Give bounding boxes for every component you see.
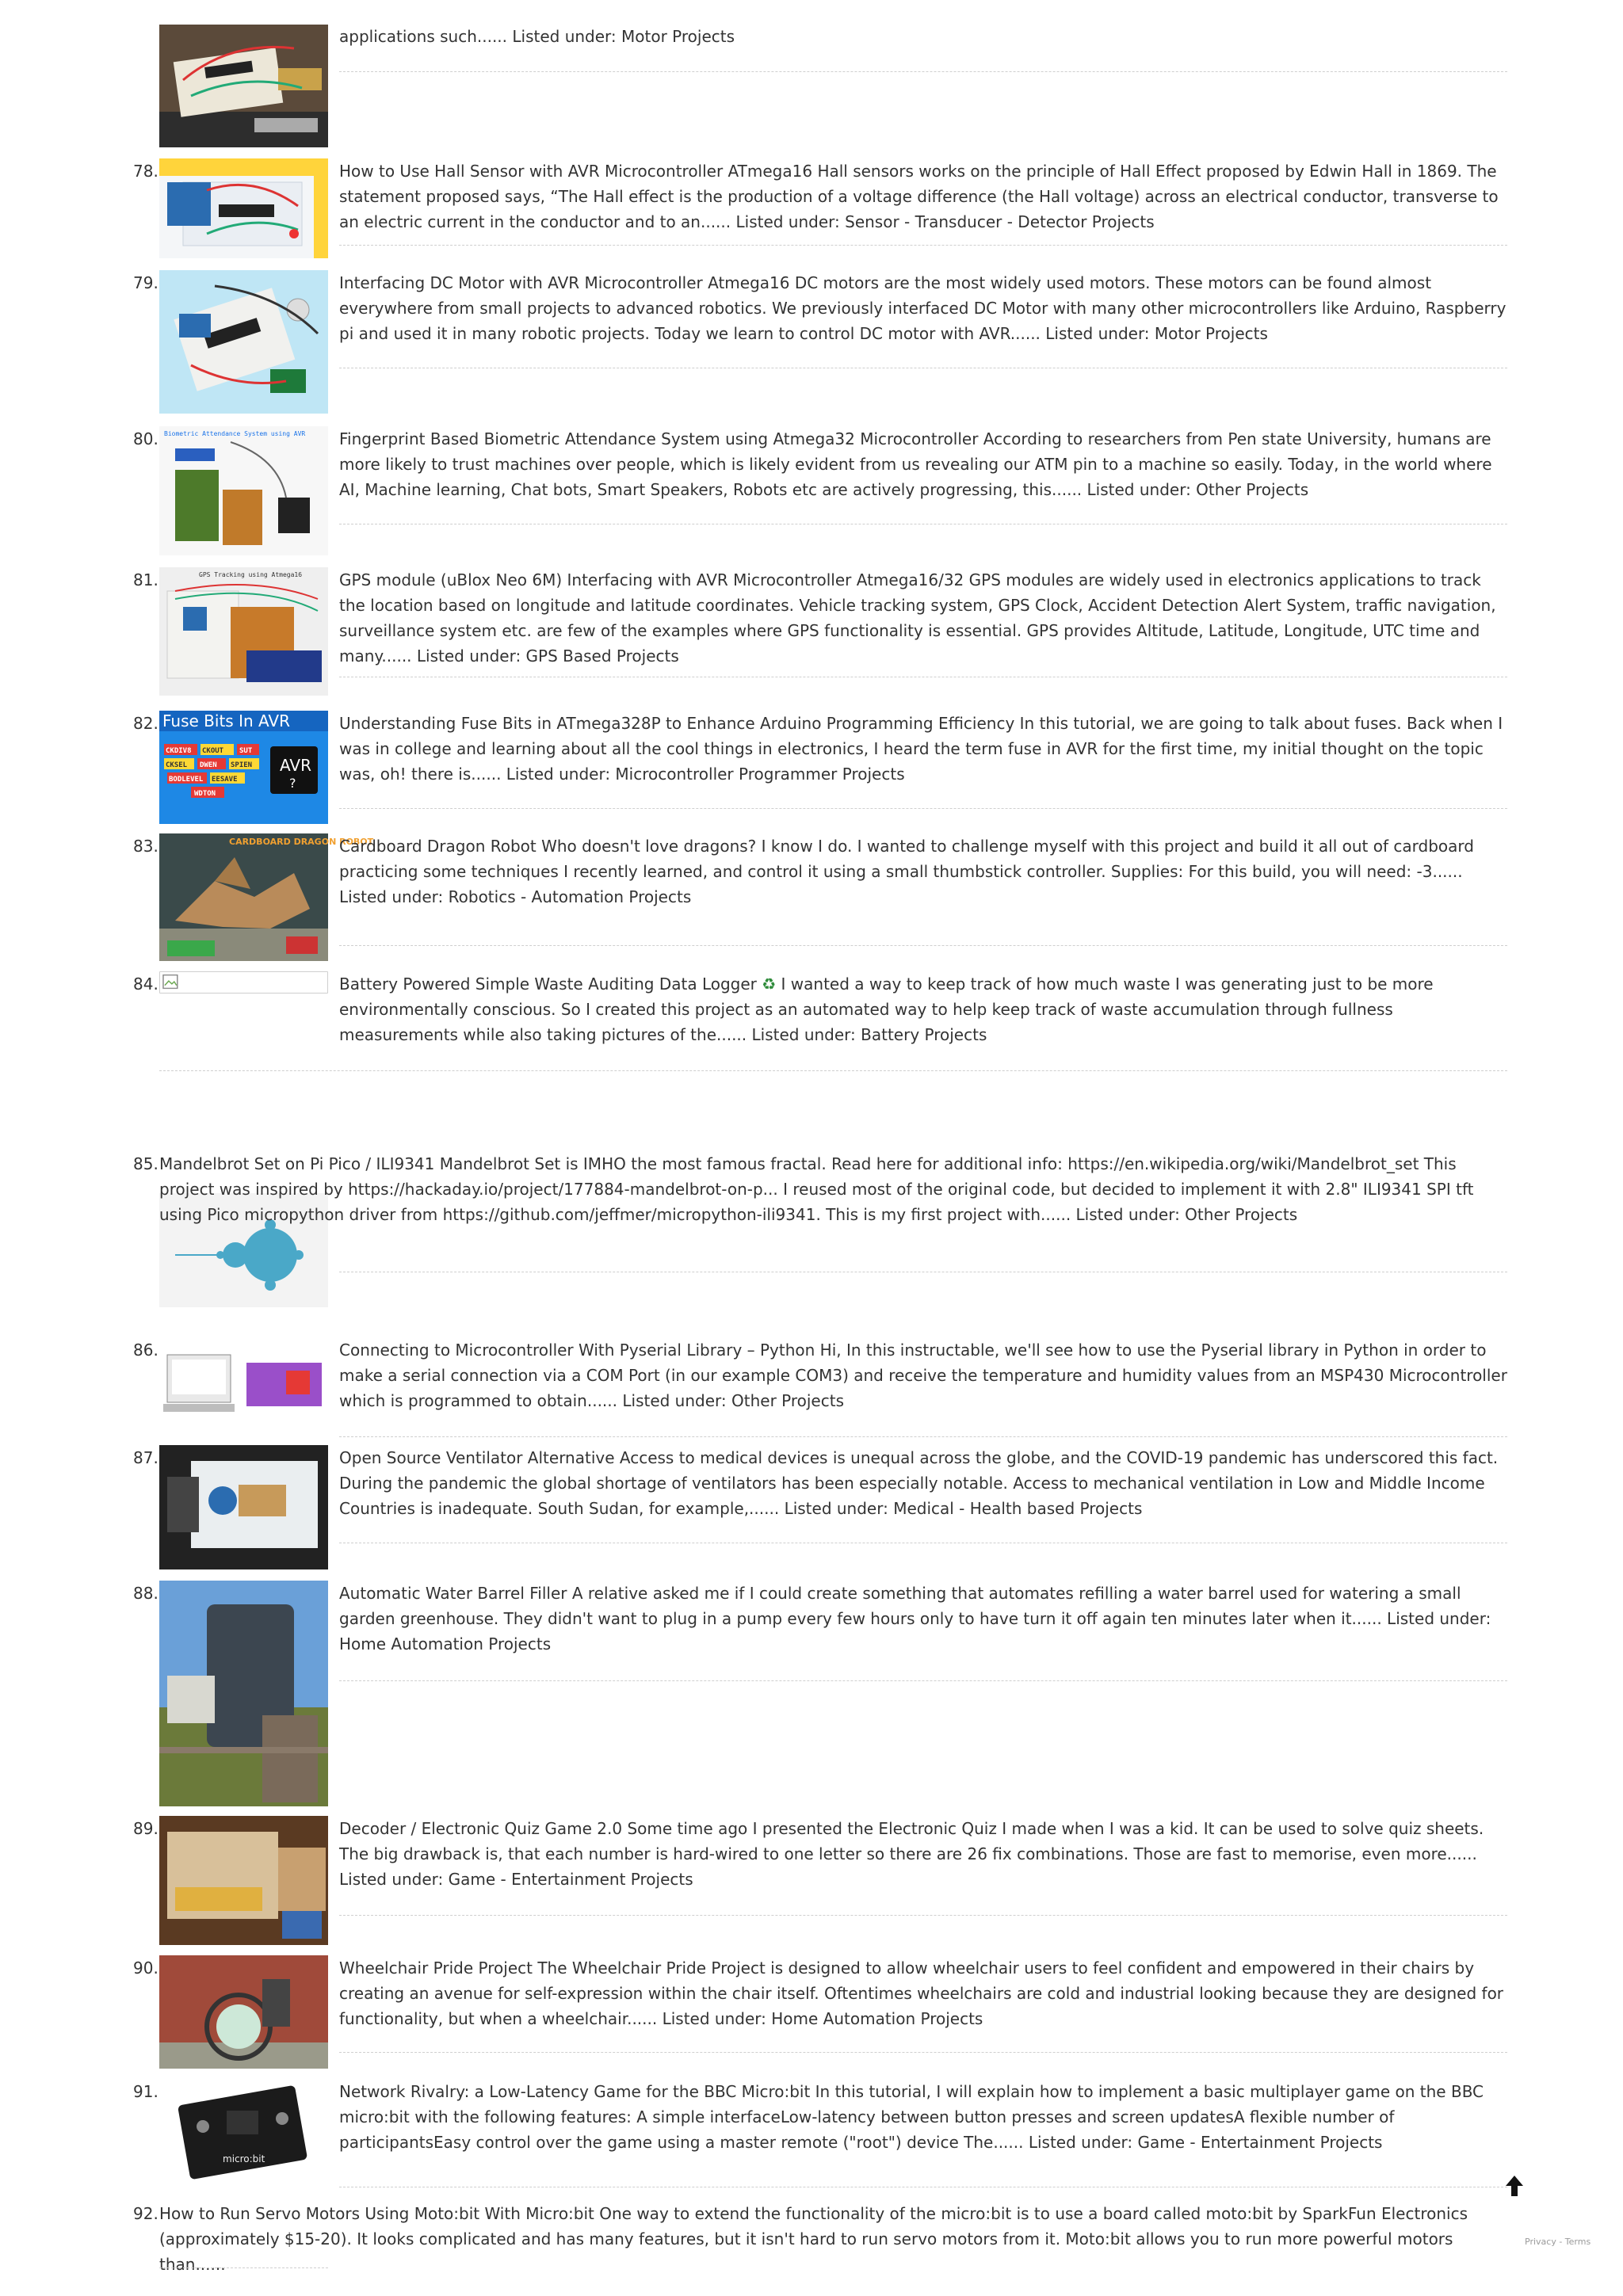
- item-description: Understanding Fuse Bits in ATmega328P to Enhance Arduino Programming Efficiency In this tutorial, we are going to talk about fuses. Back when I was in college and learning about all the cool things in electronics, I heard the term fuse in AVR for the first time, my initial thought on the topic was, oh! there is...... Listed under: Microcontroller Programmer Projects: [339, 714, 1503, 784]
- fuse-tag: SPIEN: [231, 761, 253, 769]
- item-description: Fingerprint Based Biometric Attendance System using Atmega32 Microcontroller According to researchers from Pen state University, humans are more likely to trust machines over people, which is likely evident from us revealing our ATM pin to a machine so easily. Today, in the world where AI, Machine learning, Chat bots, Smart Speakers, Robots etc are actively progressing, this...... Listed under: Other Projects: [339, 429, 1492, 499]
- recycle-icon: ♻: [762, 974, 777, 994]
- chip-label: AVR: [280, 756, 311, 775]
- item-number: 80.: [133, 429, 158, 448]
- arrow-up-icon: [1504, 2174, 1525, 2198]
- item-number: 84.: [133, 974, 158, 994]
- microbit-photo: [159, 2079, 328, 2182]
- item-description: Network Rivalry: a Low-Latency Game for the BBC Micro:bit In this tutorial, I will explain how to implement a basic multiplayer game on the BBC micro:bit with the following features: A simple interfaceLow-latency between button presses and screen updatesA flexible number of participantsEasy control over the game using a master remote ("root") device The...... Listed under: Game - Entertainment Projects: [339, 2082, 1484, 2152]
- item-description: Interfacing DC Motor with AVR Microcontroller Atmega16 DC motors are the most widely used motors. These motors can be found almost everywhere from small projects to advanced robotics. We previously interfaced DC Motor with many other microcontrollers like Arduino, Raspberry pi and used it in many robotic projects. Today we learn to control DC motor with AVR...... Listed under: Motor Projects: [339, 273, 1507, 343]
- item-description: [339, 971, 1508, 1047]
- project-thumbnail[interactable]: [159, 833, 374, 961]
- item-description: GPS module (uBlox Neo 6M) Interfacing with AVR Microcontroller Atmega16/32 GPS modules are widely used in electronics applications to track the location based on longitude and latitude coordinates. Vehicle tracking system, GPS Clock, Accident Detection Alert System, traffic navigation, surveillance system etc. are few of the examples where GPS functionality is essential. GPS provides Altitude, Latitude, Longitude, UTC time and many...... Listed under: GPS Based Projects: [339, 570, 1496, 666]
- hall-sensor-photo: [159, 158, 328, 258]
- fuse-tag: CKOUT: [202, 747, 224, 755]
- fuse-bits-photo: [159, 711, 328, 824]
- broken-image-icon: [160, 972, 327, 993]
- divider: [339, 71, 1507, 72]
- item-title-text: Battery Powered Simple Waste Auditing Data Logger: [339, 974, 762, 994]
- item-description: Wheelchair Pride Project The Wheelchair Pride Project is designed to allow wheelchair users to feel confident and empowered in their chairs by creating an avenue for self-expression within the chair itself. Oftentimes wheelchairs are cold and industrial looking because they are designed for functionality, but when a wheelchair...... Listed under: Home Automation Projects: [339, 1958, 1504, 2028]
- item-number: 91.: [133, 2082, 158, 2101]
- divider: [159, 2267, 328, 2268]
- fuse-tag: DWEN: [200, 761, 217, 769]
- gps-tracking-photo: [159, 567, 328, 696]
- chip-sub-label: ?: [289, 776, 296, 791]
- item-description: Automatic Water Barrel Filler A relative asked me if I could create something that automates refilling a water barrel used for watering a small garden greenhouse. They didn't want to plug in a pump every few hours only to have turn it off again ten minutes later when it...... Listed under: Home Automation Projects: [339, 1584, 1491, 1653]
- board-label: micro:bit: [223, 2153, 265, 2164]
- item-body-text: I wanted a way to keep track of how much waste I was generating just to be more environmentally conscious. So I created this project as an automated way to help keep track of waste accumulation through fullness measurements while also taking pictures of the...... Listed under: Battery Projects: [339, 974, 1434, 1044]
- divider: [339, 1680, 1507, 1681]
- item-number: 90.: [133, 1958, 158, 1978]
- pyserial-photo: [159, 1347, 328, 1420]
- ventilator-photo: [159, 1445, 328, 1569]
- project-thumbnail[interactable]: [159, 567, 328, 696]
- fuse-tag: CKSEL: [166, 761, 188, 769]
- wheelchair-photo: [159, 1955, 328, 2069]
- item-description: Mandelbrot Set on Pi Pico / ILI9341 Mandelbrot Set is IMHO the most famous fractal. Read here for additional info: https://en.wikipedia.org/wiki/Mandelbrot_set This project was inspired by https://hackaday.io/project/177884-mandelbrot-on-p... I reused most of the original code, but decided to implement it with 2.8" ILI9341 SPI tft using Pico micropython driver from https://github.com/jeffmer/micropython-ili9341. This is my first project with...... Listed under: Other Projects: [159, 1154, 1474, 1224]
- item-number: 85.: [133, 1154, 158, 1173]
- project-thumbnail[interactable]: [159, 158, 328, 258]
- project-thumbnail[interactable]: [159, 1816, 328, 1945]
- project-thumbnail[interactable]: [159, 270, 328, 414]
- thumbnail-title: CARDBOARD DRAGON ROBOT: [229, 837, 374, 847]
- scroll-top-button[interactable]: [1504, 2174, 1525, 2198]
- project-thumbnail[interactable]: [159, 426, 328, 555]
- divider: [339, 1436, 1507, 1437]
- item-description: Open Source Ventilator Alternative Access to medical devices is unequal across the globe, and the COVID-19 pandemic has underscored this fact. During the pandemic the global shortage of ventilators has been especially notable. Access to mechanical ventilation in Low and Middle Income Countries is inadequate. South Sudan, for example,...... Listed under: Medical - Health based Projects: [339, 1448, 1499, 1518]
- project-thumbnail[interactable]: [159, 711, 328, 824]
- divider: [339, 245, 1507, 246]
- divider: [339, 1915, 1507, 1916]
- recaptcha-links[interactable]: Privacy - Terms: [1525, 2237, 1591, 2247]
- item-description: applications such...... Listed under: Motor Projects: [339, 27, 735, 46]
- thumbnail-title: Fuse Bits In AVR: [162, 711, 290, 730]
- fuse-tag: EESAVE: [212, 776, 238, 784]
- project-thumbnail[interactable]: [159, 1445, 328, 1569]
- item-description: Decoder / Electronic Quiz Game 2.0 Some time ago I presented the Electronic Quiz I made when I was a kid. It can be used to solve quiz sheets. The big drawback is, that each number is hard-wired to one letter so there are 26 fix combinations. Those are fast to memorise, even more...... Listed under: Game - Entertainment Projects: [339, 1819, 1484, 1889]
- item-description: How to Run Servo Motors Using Moto:bit With Micro:bit One way to extend the functionality of the micro:bit is to use a board called moto:bit by SparkFun Electronics (approximately $15-20). It looks complicated and has many features, but it isn't hard to run servo motors from it. Moto:bit allows you to run more powerful motors than......: [159, 2204, 1468, 2274]
- item-number: 87.: [133, 1448, 158, 1467]
- project-thumbnail[interactable]: [159, 1347, 328, 1420]
- thumbnail-caption: Biometric Attendance System using AVR: [164, 430, 306, 437]
- item-description: How to Use Hall Sensor with AVR Microcontroller ATmega16 Hall sensors works on the principle of Hall Effect proposed by Edwin Hall in 1869. The statement proposed says, “The Hall effect is the production of a voltage difference (the Hall voltage) across an electrical conductor, transverse to an electric current in the conductor and to an...... Listed under: Sensor - Transducer - Detector Projects: [339, 162, 1499, 231]
- dc-motor-photo: [159, 270, 328, 414]
- item-number: 89.: [133, 1819, 158, 1838]
- item-number: 82.: [133, 714, 158, 733]
- cardboard-dragon-photo: [159, 833, 374, 961]
- quiz-game-photo: [159, 1816, 328, 1945]
- divider: [339, 808, 1507, 809]
- item-description: Connecting to Microcontroller With Pyserial Library – Python Hi, In this instructable, we'll see how to use the Pyserial library in Python in order to make a serial connection via a COM Port (in our example COM3) and receive the temperature and humidity values from an MSP430 Microcontroller which is programmed to obtain...... Listed under: Other Projects: [339, 1341, 1507, 1410]
- project-thumbnail[interactable]: [159, 1581, 328, 1806]
- breadboard-motor-photo: [159, 25, 328, 147]
- item-description: Cardboard Dragon Robot Who doesn't love dragons? I know I do. I wanted to challenge myself with this project and build it all out of cardboard practicing some techniques I recently learned, and control it using a small thumbstick controller. Supplies: For this build, you will need: -3...... Listed under: Robotics - Automation Projects: [339, 837, 1474, 906]
- divider: [339, 945, 1507, 946]
- item-number: 88.: [133, 1584, 158, 1603]
- item-number: 83.: [133, 837, 158, 856]
- fuse-tag: CKDIV8: [166, 747, 192, 755]
- item-number: 79.: [133, 273, 158, 292]
- fuse-tag: SUT: [239, 747, 253, 755]
- project-thumbnail[interactable]: [159, 971, 328, 994]
- fuse-tag: WDTON: [194, 790, 216, 798]
- item-number: 92.: [133, 2204, 158, 2223]
- project-thumbnail[interactable]: [159, 1955, 328, 2069]
- project-thumbnail[interactable]: [159, 25, 328, 147]
- divider: [339, 2052, 1507, 2053]
- water-barrel-photo: [159, 1581, 328, 1806]
- item-number: 78.: [133, 162, 158, 181]
- fuse-tag: BODLEVEL: [169, 776, 204, 784]
- fingerprint-attendance-photo: [159, 426, 328, 555]
- divider: [159, 1070, 1507, 1071]
- thumbnail-caption: GPS Tracking using Atmega16: [199, 571, 303, 578]
- project-thumbnail[interactable]: [159, 2079, 328, 2182]
- item-number: 86.: [133, 1341, 158, 1360]
- item-number: 81.: [133, 570, 158, 589]
